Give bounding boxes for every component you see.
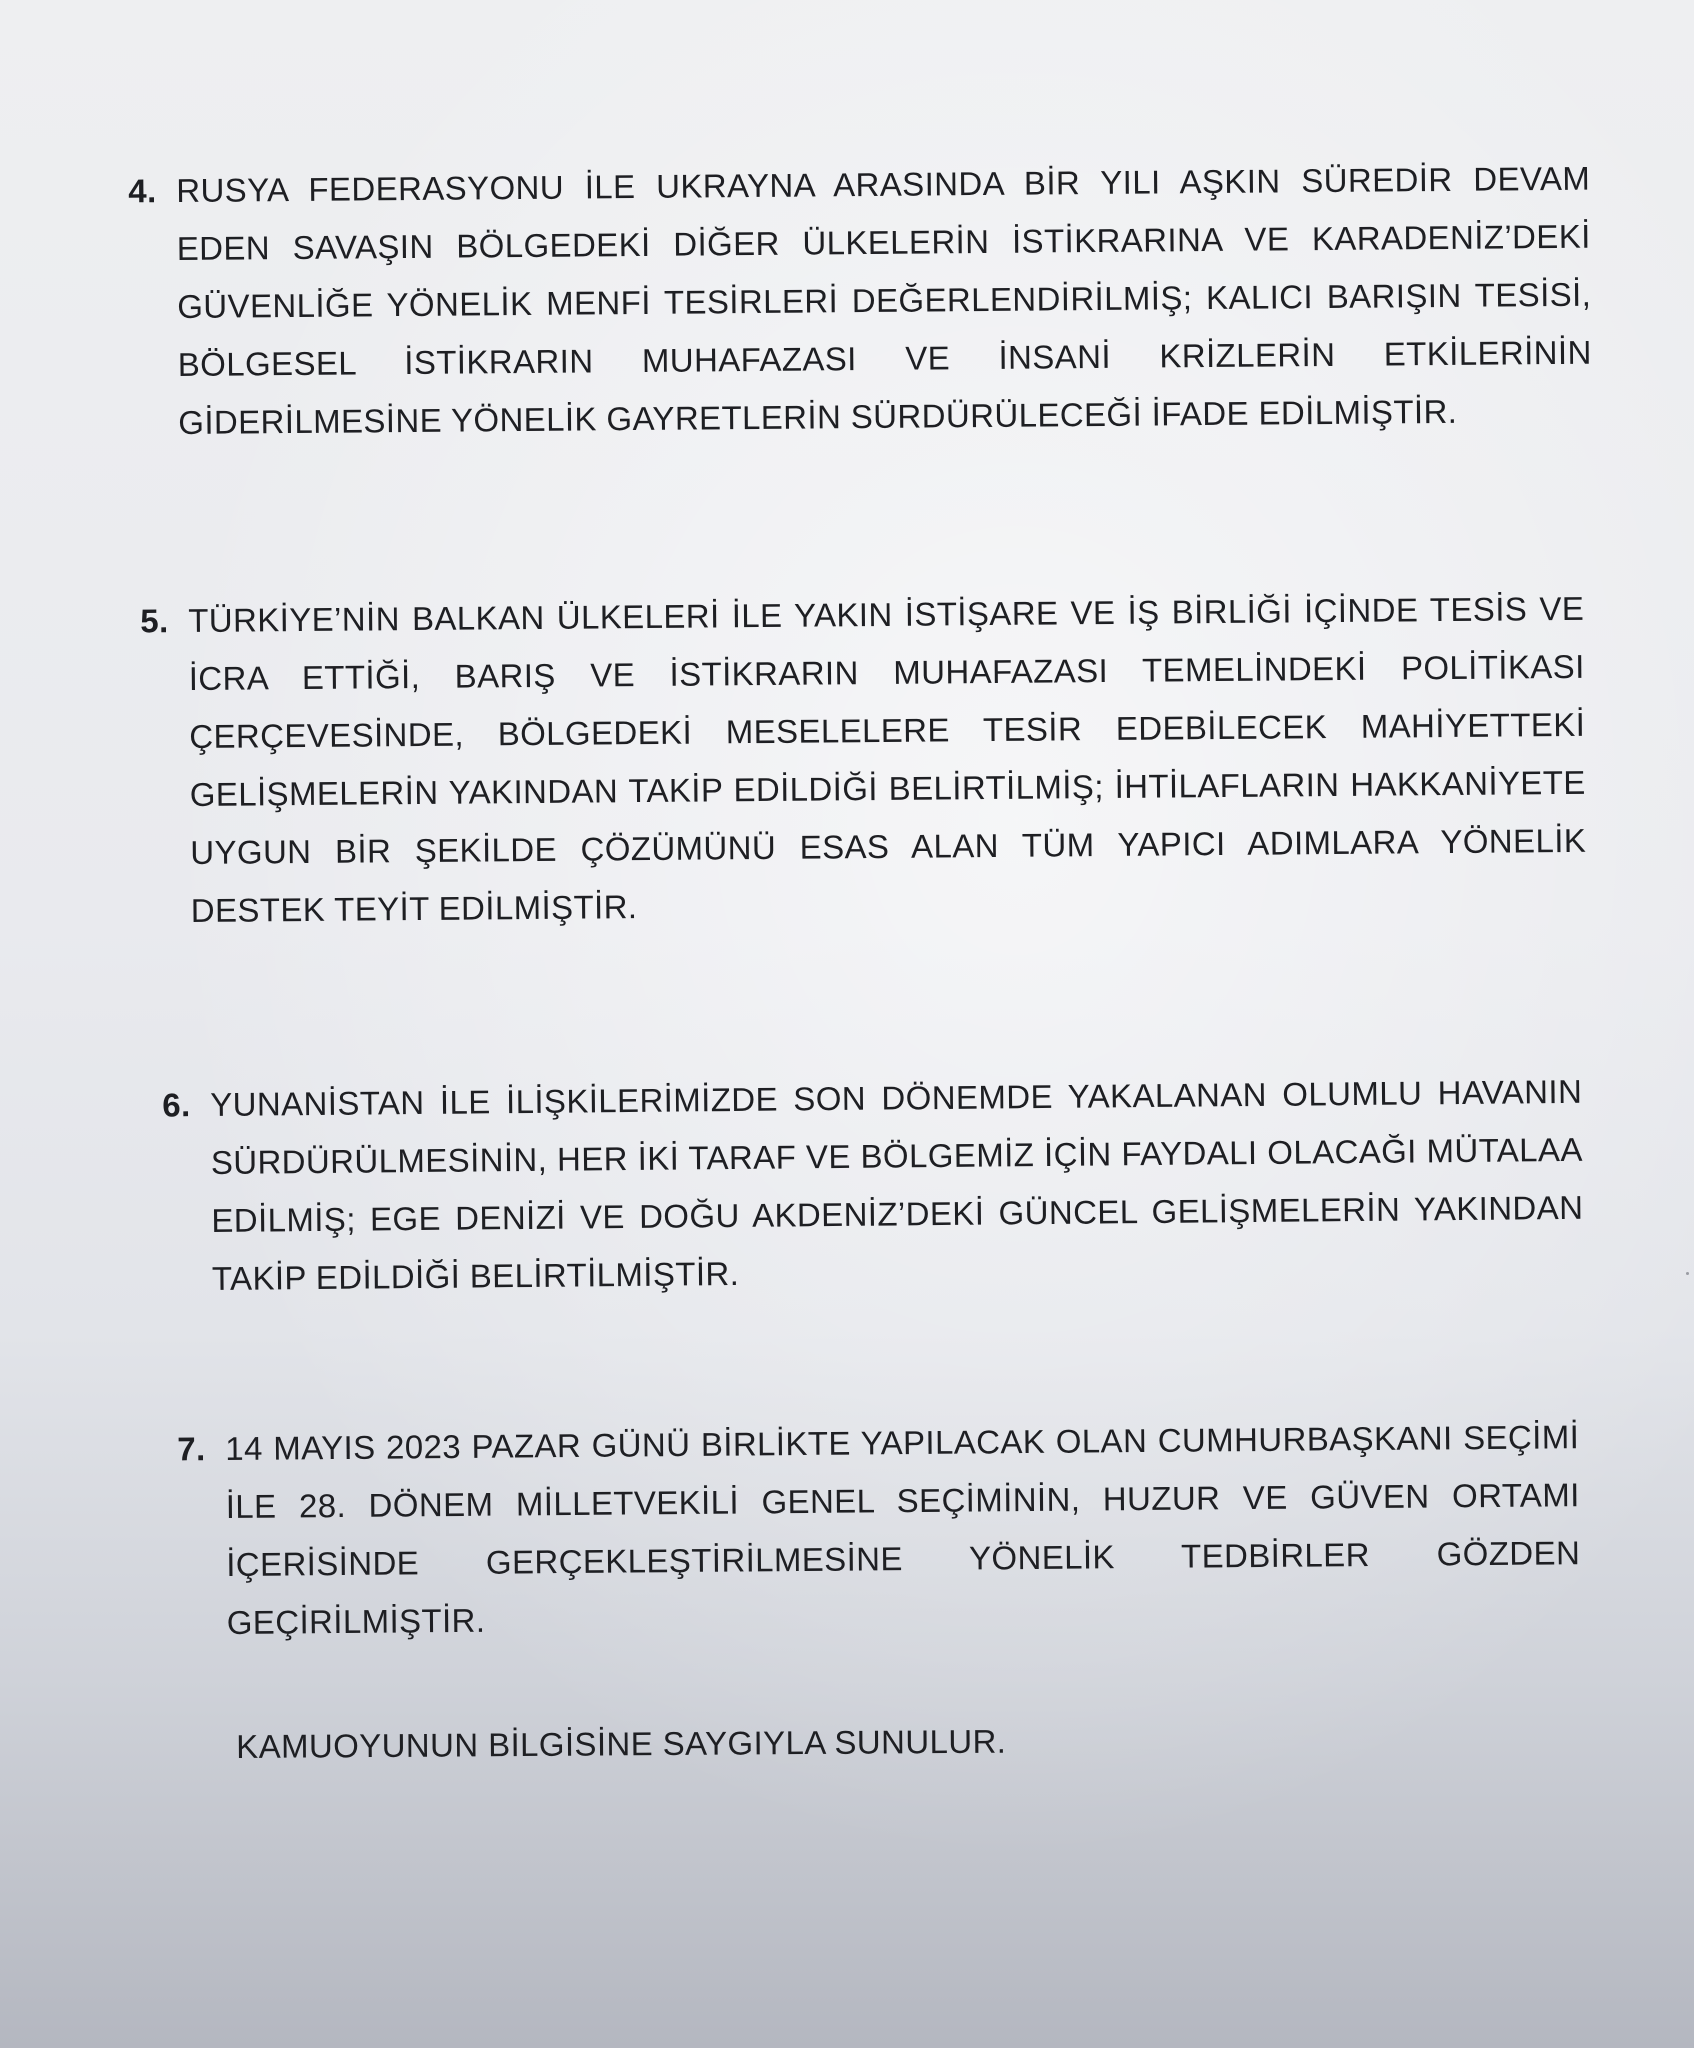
item-4-number: 4. [128, 172, 157, 210]
item-7-number: 7. [177, 1430, 206, 1468]
closing-statement: KAMUOYUNUN BİLGİSİNE SAYGIYLA SUNULUR. [236, 1722, 1007, 1765]
item-5-text: TÜRKİYE’NİN BALKAN ÜLKELERİ İLE YAKIN İSTİŞARE VE İŞ BİRLİĞİ İÇİNDE TESİS VE İCRA ETTİĞİ, BARIŞ VE İSTİKRARIN MUHAFAZASI TEMELİNDEKİ POLİTİKASI ÇERÇEVESİNDE, BÖLGEDEKİ MESELELERE TESİR EDEBİLECEK MAHİYETTEKİ GELİŞMELERİN YAKINDAN TAKİP EDİLDİĞİ BELİRTİLMİŞ; İHTİLAFLARIN HAKKANİYETE UYGUN BİR ŞEKİLDE ÇÖZÜMÜNÜ ESAS ALAN TÜM YAPICI ADIMLARA YÖNELİK DESTEK TEYİT EDİLMİŞTİR. [188, 589, 1587, 929]
item-6-text: YUNANİSTAN İLE İLİŞKİLERİMİZDE SON DÖNEMDE YAKALANAN OLUMLU HAVANIN SÜRDÜRÜLMESİNİN, HER İKİ TARAF VE BÖLGEMİZ İÇİN FAYDALI OLACAĞI MÜTALAA EDİLMİŞ; EGE DENİZİ VE DOĞU AKDENİZ’DEKİ GÜNCEL GELİŞMELERİN YAKINDAN TAKİP EDİLDİĞİ BELİRTİLMİŞTİR. [210, 1072, 1584, 1297]
item-4-text: RUSYA FEDERASYONU İLE UKRAYNA ARASINDA BİR YILI AŞKIN SÜREDİR DEVAM EDEN SAVAŞIN BÖLGEDEKİ DİĞER ÜLKELERİN İSTİKRARINA VE KARADENİZ’DEKİ GÜVENLİĞE YÖNELİK MENFİ TESİRLERİ DEĞERLENDİRİLMİŞ; KALICI BARIŞIN TESİSİ, BÖLGESEL İSTİKRARIN MUHAFAZASI VE İNSANİ KRİZLERİN ETKİLERİNİN GİDERİLMESİNE YÖNELİK GAYRETLERİN SÜRDÜRÜLECEĞİ İFADE EDİLMİŞTİR. [176, 159, 1592, 441]
item-4 [128, 150, 1592, 452]
item-6 [162, 1063, 1584, 1308]
item-5 [140, 580, 1587, 940]
item-5-number: 5. [140, 602, 169, 640]
paper-speck [1686, 1272, 1689, 1275]
item-7-text: 14 MAYIS 2023 PAZAR GÜNÜ BİRLİKTE YAPILACAK OLAN CUMHURBAŞKANI SEÇİMİ İLE 28. DÖNEM MİLLETVEKİLİ GENEL SEÇİMİNİN, HUZUR VE GÜVEN ORTAMI İÇERİSİNDE GERÇEKLEŞTİRİLMESİNE YÖNELİK TEDBİRLER GÖZDEN GEÇİRİLMİŞTİR. [225, 1418, 1581, 1641]
item-7 [177, 1408, 1581, 1652]
item-6-number: 6. [162, 1086, 191, 1124]
